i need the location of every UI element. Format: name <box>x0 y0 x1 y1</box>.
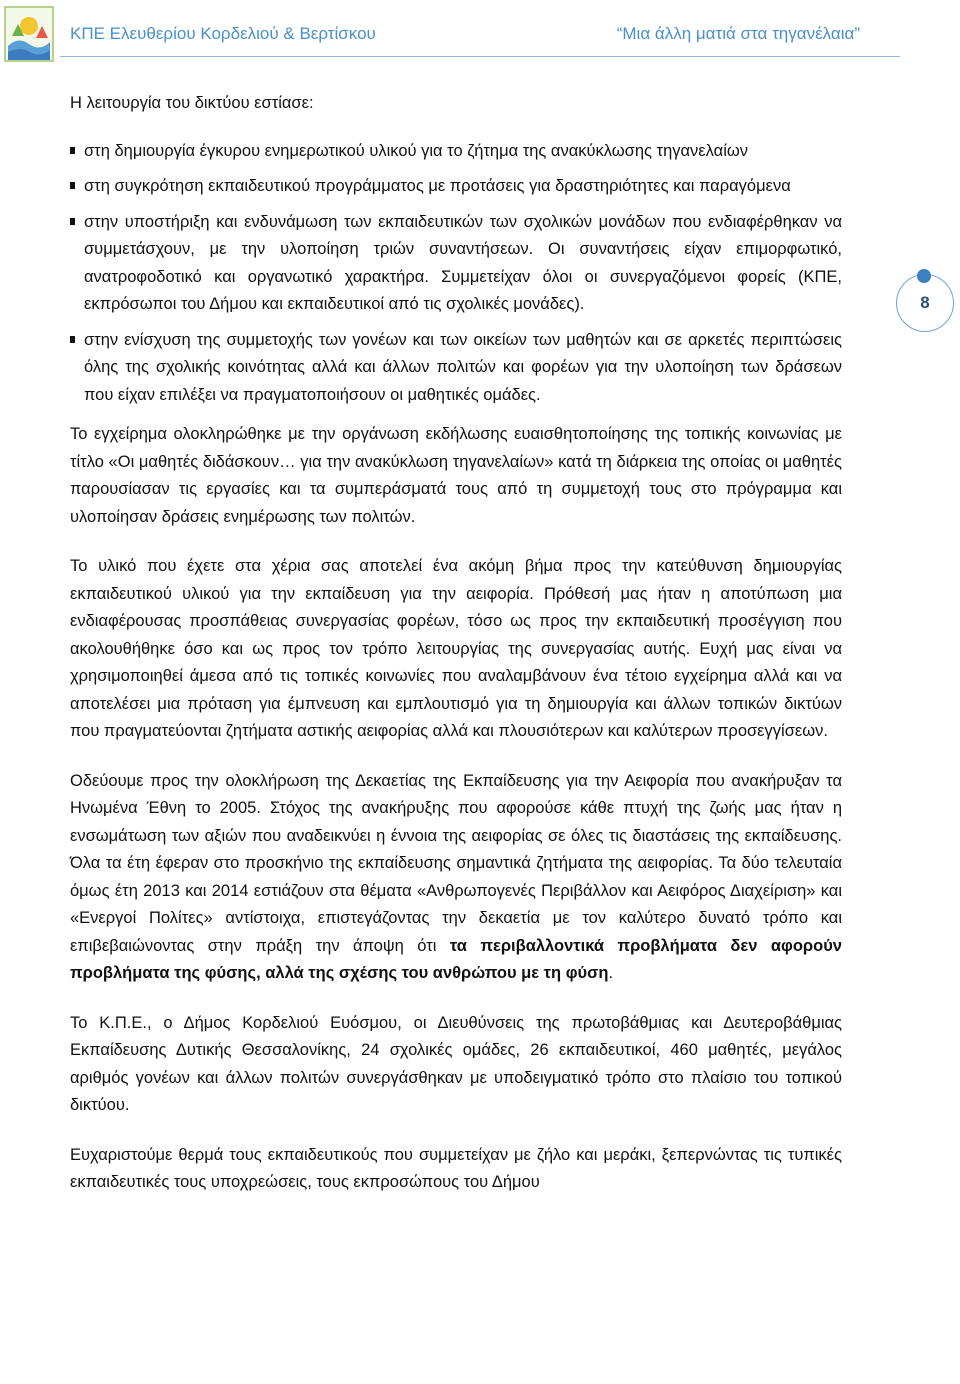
paragraph-material: Το υλικό που έχετε στα χέρια σας αποτελεί ένα ακόμη βήμα προς την κατεύθυνση δημιουργίας εκπαιδευτικού υλικού για την εκπαίδευση για την αειφορία. Πρόθεσή μας ήταν η αποτύπωση μια ενδιαφέρουσας προσπάθειας συνεργασίας φορέων, τόσο ως προς την εκπαιδευτική προσέγγιση που ακολουθήθηκε όσο και ως προς τον τρόπο λειτουργίας της συνεργασίας αυτής. Ευχή μας είναι να χρησιμοποιηθεί άμεσα από τις τοπικές κοινωνίες που αναλαμβάνουν ένα τέτοιο εγχείρημα αλλά και να αποτελέσει μια πρόταση για έμπνευση και εμπλουτισμό για τη δημιουργία και άλλων τοπικών δικτύων που πραγματεύονται ζητήματα αστικής αειφορίας αλλά και πλουσιότερων και καλύτερων προσεγγίσεων. <box>70 557 842 740</box>
header-school-name: ΚΠΕ Ελευθερίου Κορδελιού & Βερτίσκου <box>70 24 376 43</box>
bullet-item: στην ενίσχυση της συμμετοχής των γονέων και των οικείων των μαθητών και σε αρκετές περιπτώσεις όλης της σχολικής κοινότητας αλλά και άλλων πολιτών και φορέων για την υλοποίηση των δράσεων που είχαν επιλέξει να πραγματοποιήσουν οι μαθητικές ομάδες. <box>70 327 842 410</box>
paragraph-event: Το εγχείρημα ολοκληρώθηκε με την οργάνωση εκδήλωσης ευαισθητοποίησης της τοπικής κοινωνίας με τίτλο «Οι μαθητές διδάσκουν… για την ανακύκλωση τηγανελαίων» κατά τη διάρκεια της οποίας οι μαθητές παρουσίασαν τις εργασίες και τα συμπεράσματά τους από τη συμμετοχή τους στο πρόγραμμα και υλοποίησαν δράσεις ενημέρωσης των πολιτών. <box>70 425 842 526</box>
intro-line: Η λειτουργία του δικτύου εστίασε: <box>70 94 314 112</box>
paragraph-decade-end: . <box>608 964 614 982</box>
kpe-logo-icon <box>4 6 54 62</box>
bullet-item: στη συγκρότηση εκπαιδευτικού προγράμματος με προτάσεις για δραστηριότητες και παραγόμενα <box>70 173 842 201</box>
paragraph-decade <box>70 768 842 988</box>
header-divider <box>60 56 900 57</box>
bullet-item: στη δημιουργία έγκυρου ενημερωτικού υλικού για το ζήτημα της ανακύκλωσης τηγανελαίων <box>70 138 842 166</box>
header-project-title: “Μια άλλη ματιά στα τηγανέλαια” <box>616 24 860 43</box>
bullet-item: στην υποστήριξη και ενδυνάμωση των εκπαιδευτικών των σχολικών μονάδων που ενδιαφέρθηκαν να συμμετάσχουν, με την υλοποίηση τριών συναντήσεων. Οι συναντήσεις είχαν επιμορφωτικό, ανατροφοδοτικό και οργανωτικό χαρακτήρα. Συμμετείχαν όλοι οι συνεργαζόμενοι φορείς (ΚΠΕ, εκπρόσωποι του Δήμου και εκπαιδευτικοί από τις σχολικές μονάδες). <box>70 209 842 319</box>
page-number: 8 <box>920 293 930 312</box>
paragraph-decade-text: Οδεύουμε προς την ολοκλήρωση της Δεκαετίας της Εκπαίδευσης για την Αειφορία που ανακήρυξαν τα Ηνωμένα Έθνη το 2005. Στόχος της ανακήρυξης που αφορούσε κάθε πτυχή της ζωής μας ήταν η ενσωμάτωση των αξιών που αναδεικνύει η έννοια της αειφορίας σε όλες τις διαστάσεις της εκπαίδευσης. Όλα τα έτη έφεραν στο προσκήνιο της εκπαίδευσης σημαντικά ζητήματα της αειφορίας. Τα δύο τελευταία όμως έτη 2013 και 2014 εστιάζουν στα θέματα «Ανθρωπογενές Περιβάλλον και Αειφόρος Διαχείριση» και «Ενεργοί Πολίτες» αντίστοιχα, επιστεγάζοντας την δεκαετία με τον καλύτερο δυνατό τρόπο και επιβεβαιώνοντας στην πράξη την άποψη ότι <box>70 771 842 955</box>
page-header <box>0 0 960 68</box>
document-body <box>70 90 842 1219</box>
paragraph-decade-bold: τα περιβαλλοντικά προβλήματα δεν αφορούν προβλήματα της φύσης, αλλά της σχέσης του ανθρώπου με τη φύση <box>70 936 842 982</box>
bullet-list <box>70 138 842 410</box>
page-number-badge <box>896 274 954 332</box>
paragraph-thanks: Ευχαριστούμε θερμά τους εκπαιδευτικούς που συμμετείχαν με ζήλο και μεράκι, ξεπερνώντας τις τυπικές εκπαιδευτικές τους υποχρεώσεις, τους εκπροσώπους του Δήμου <box>70 1145 842 1191</box>
paragraph-partners: Το Κ.Π.Ε., ο Δήμος Κορδελιού Ευόσμου, οι Διευθύνσεις της πρωτοβάθμιας και Δευτεροβάθμιας Εκπαίδευσης Δυτικής Θεσσαλονίκης, 24 σχολικές ομάδες, 26 εκπαιδευτικοί, 460 μαθητές, μεγάλος αριθμός γονέων και άλλων πολιτών συνεργάσθηκαν με υποδειγματικό τρόπο στο πλαίσιο του τοπικού δικτύου. <box>70 1013 842 1114</box>
